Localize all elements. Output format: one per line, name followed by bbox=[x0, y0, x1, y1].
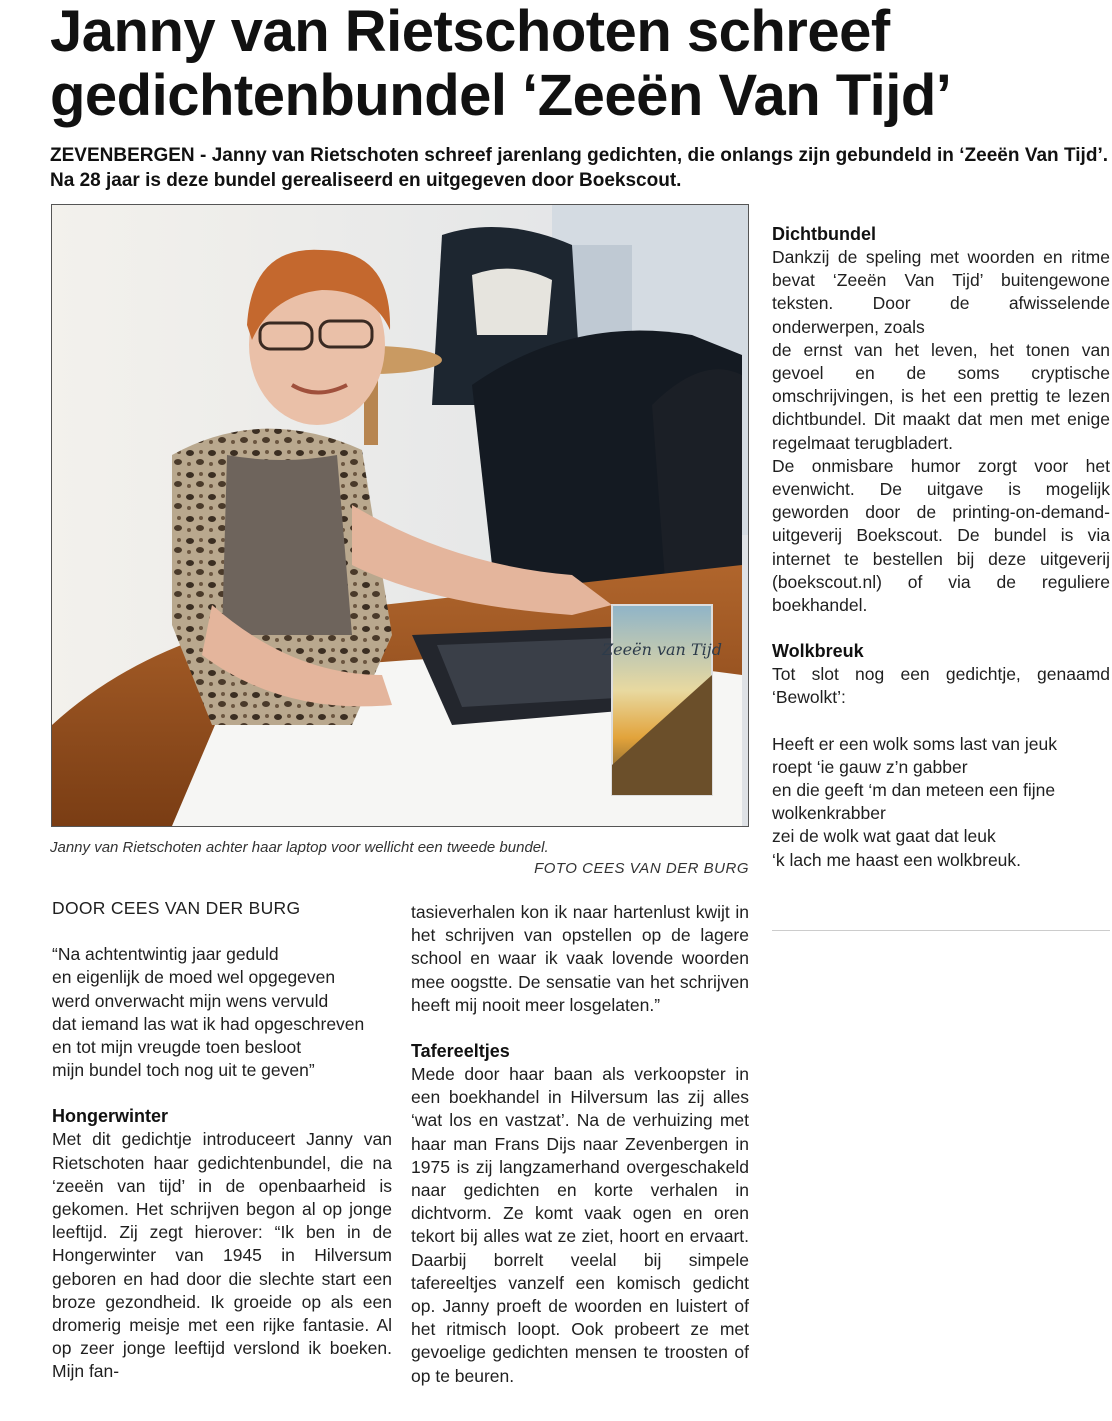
section-text-wolkbreuk: Tot slot nog een gedichtje, genaamd ‘Bewolkt’: bbox=[772, 664, 1110, 708]
poem-line: en eigenlijk de moed wel opgegeven bbox=[52, 967, 336, 988]
poem-line: mijn bundel toch nog uit te geven” bbox=[52, 1060, 315, 1081]
poem-line: Heeft er een wolk soms last van jeuk bbox=[772, 733, 1057, 754]
book-cover-title: Zeeën van Tijd bbox=[602, 640, 722, 659]
column-3 bbox=[772, 223, 1110, 872]
column-2 bbox=[411, 901, 749, 1388]
poem-line: roept ‘ie gauw z’n gabber bbox=[772, 756, 968, 777]
article-photo bbox=[51, 204, 749, 827]
section-heading-hongerwinter: Hongerwinter bbox=[52, 1106, 169, 1127]
photo-credit: FOTO CEES VAN DER BURG bbox=[534, 860, 749, 877]
section-text-hongerwinter: Met dit gedichtje introduceert Janny van Rietschoten haar gedichtenbundel, die na ‘zeeën van tijd’ in de openbaarheid is gekomen. Het schrijven begon al op jonge leeftijd. Zij zegt hierover: “Ik ben in de Hongerwinter van 1945 in Hilversum geboren en had door die slechte start een broze gezondheid. Ik groeide op als een dromerig meisje met een rijke fantasie. Al op zeer jonge leeftijd verslond ik boeken. Mijn fan- bbox=[52, 1129, 392, 1382]
section-heading-wolkbreuk: Wolkbreuk bbox=[772, 641, 864, 662]
section-heading-tafereeltjes: Tafereeltjes bbox=[411, 1041, 510, 1062]
photo-illustration bbox=[52, 205, 748, 826]
poem-line: zei de wolk wat gaat dat leuk bbox=[772, 826, 996, 847]
section-text-dichtbundel-2: de ernst van het leven, het tonen van gevoel en de soms cryptische omschrijvingen, is het een prettig te lezen dichtbundel. Dit maakt dat men met enige regelmaat terugbladert. bbox=[772, 339, 1110, 453]
headline: Janny van Rietschoten schreef gedichtenbundel ‘Zeeën Van Tijd’ bbox=[50, 0, 952, 128]
section-text-tafereeltjes: Mede door haar baan als verkoopster in een boekhandel in Hilversum las zij alles ‘wat los en vastzat’. Na de verhuizing met haar man Frans Dijs naar Zevenbergen in 1975 is zij langzamerhand overgeschakeld naar gedichten en korte verhalen in dichtvorm. Ze komt vaak ogen en oren tekort bij alles wat ze ziet, hoort en ervaart. Daarbij borrelt veelal bij simpele tafereeltjes vanzelf een komisch gedicht op. Janny proeft de woorden en luistert of het ritmisch loopt. Ook probeert ze met gevoelige gedichten mensen te troosten of op te beuren. bbox=[411, 1064, 749, 1386]
section-text-hongerwinter-continued: tasieverhalen kon ik naar hartenlust kwijt in het schrijven van opstellen op de lagere school en waar ik vaak lovende woorden mee oogstte. De sensatie van het schrijven heeft mij nooit meer losgelaten.” bbox=[411, 902, 749, 1015]
poem-line: “Na achtentwintig jaar geduld bbox=[52, 944, 279, 965]
photo-caption: Janny van Rietschoten achter haar laptop voor wellicht een tweede bundel. bbox=[50, 839, 549, 856]
column-1 bbox=[52, 897, 392, 1384]
poem-line: en tot mijn vreugde toen besloot bbox=[52, 1037, 302, 1058]
poem-line: ‘k lach me haast een wolkbreuk. bbox=[772, 849, 1022, 870]
byline: DOOR CEES VAN DER BURG bbox=[52, 898, 301, 918]
column-divider bbox=[772, 930, 1110, 931]
section-text-dichtbundel-3: De onmisbare humor zorgt voor het evenwicht. De uitgave is mogelijk geworden door de printing-on-demand-uitgeverij Boekscout. De bundel is via internet te bestellen bij deze uitgeverij (boekscout.nl) of via de reguliere boekhandel. bbox=[772, 455, 1110, 616]
section-heading-dichtbundel: Dichtbundel bbox=[772, 224, 876, 244]
poem-line: en die geeft ‘m dan meteen een fijne wolkenkrabber bbox=[772, 780, 1056, 824]
lead-paragraph: ZEVENBERGEN - Janny van Rietschoten schreef jarenlang gedichten, die onlangs zijn gebundeld in ‘Zeeën Van Tijd’. Na 28 jaar is deze bundel gerealiseerd en uitgegeven door Boekscout. bbox=[50, 145, 1108, 191]
section-text-dichtbundel-1: Dankzij de speling met woorden en ritme bevat ‘Zeeën Van Tijd’ buitengewone teksten. Door de afwisselende onderwerpen, zoals bbox=[772, 247, 1110, 337]
poem-line: werd onverwacht mijn wens vervuld bbox=[52, 990, 329, 1011]
poem-line: dat iemand las wat ik had opgeschreven bbox=[52, 1013, 365, 1034]
